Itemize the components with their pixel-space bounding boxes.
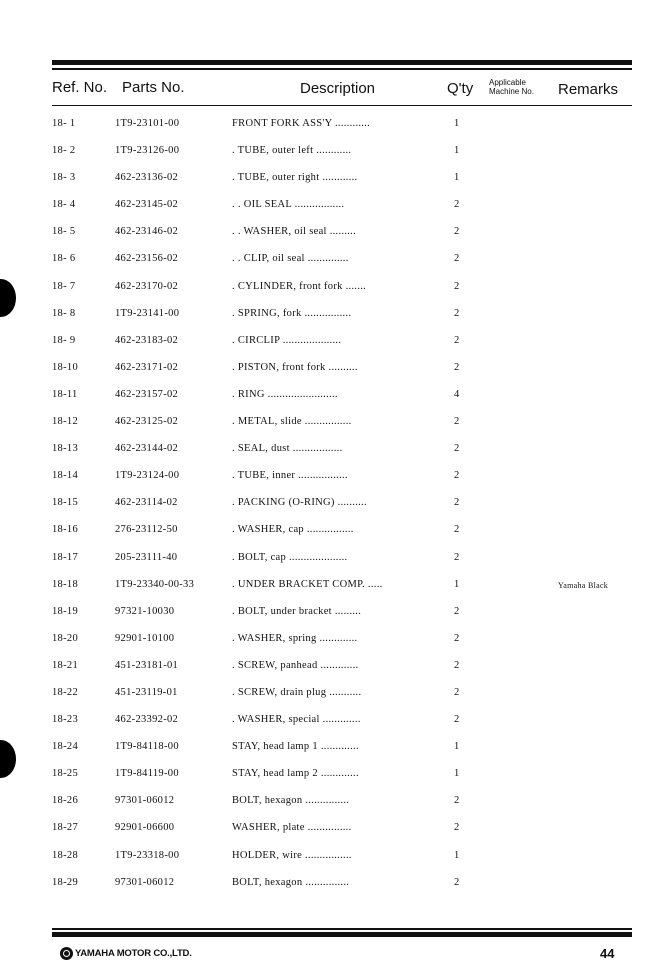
ref-no-cell: 18-13 (52, 443, 78, 455)
table-row (0, 416, 649, 443)
parts-no-cell: 1T9-23126-00 (115, 145, 180, 157)
description-cell: . WASHER, spring ............. (232, 632, 358, 644)
parts-no-cell: 276-23112-50 (115, 524, 178, 536)
description-cell: STAY, head lamp 2 ............. (232, 768, 359, 780)
header-applicable-line2: Machine No. (489, 87, 534, 96)
description-cell: . METAL, slide ................ (232, 416, 352, 428)
header-parts-no: Parts No. (122, 79, 185, 96)
ref-no-cell: 18-27 (52, 822, 78, 834)
qty-cell: 2 (454, 795, 460, 807)
description-cell: . SEAL, dust ................. (232, 443, 343, 455)
parts-no-cell: 97321-10030 (115, 605, 175, 617)
parts-no-cell: 462-23114-02 (115, 497, 178, 509)
qty-cell: 2 (454, 253, 460, 265)
qty-cell: 2 (454, 470, 460, 482)
ref-no-cell: 18-26 (52, 795, 78, 807)
description-cell: STAY, head lamp 1 ............. (232, 741, 359, 753)
yamaha-logo-icon (60, 947, 73, 960)
parts-no-cell: 1T9-84119-00 (115, 768, 179, 780)
qty-cell: 2 (454, 551, 460, 563)
ref-no-cell: 18-14 (52, 470, 78, 482)
description-cell: . CIRCLIP .................... (232, 334, 342, 346)
table-row (0, 497, 649, 524)
qty-cell: 2 (454, 605, 460, 617)
ref-no-cell: 18-12 (52, 416, 78, 428)
qty-cell: 2 (454, 443, 460, 455)
parts-no-cell: 462-23144-02 (115, 443, 179, 455)
ref-no-cell: 18-23 (52, 714, 78, 726)
table-row (0, 795, 649, 822)
parts-no-cell: 1T9-23340-00-33 (115, 578, 195, 590)
description-cell: FRONT FORK ASS'Y ............ (232, 118, 371, 129)
parts-no-cell: 1T9-23101-00 (115, 118, 180, 129)
qty-cell: 1 (454, 578, 460, 590)
parts-no-cell: 462-23170-02 (115, 280, 179, 292)
table-row (0, 633, 649, 660)
table-row (0, 470, 649, 497)
ref-no-cell: 18- 7 (52, 280, 76, 292)
header-applicable-machine-no (489, 78, 534, 96)
qty-cell: 2 (454, 307, 460, 319)
top-rule-thick (52, 60, 632, 65)
qty-cell: 4 (454, 388, 460, 400)
ref-no-cell: 18- 5 (52, 226, 76, 238)
parts-no-cell: 462-23183-02 (115, 334, 179, 346)
header-qty: Q'ty (447, 80, 474, 97)
ref-no-cell: 18- 6 (52, 253, 76, 265)
qty-cell: 2 (454, 714, 460, 726)
table-row (0, 199, 649, 226)
ref-no-cell: 18-17 (52, 551, 78, 563)
parts-no-cell: 462-23171-02 (115, 361, 179, 373)
ref-no-cell: 18- 1 (52, 118, 76, 129)
description-cell: . BOLT, under bracket ......... (232, 605, 362, 617)
header-applicable-line1: Applicable (489, 78, 526, 87)
parts-no-cell: 205-23111-40 (115, 551, 178, 563)
description-cell: WASHER, plate ............... (232, 822, 352, 834)
header-rule (52, 105, 632, 106)
page-number: 44 (600, 946, 615, 961)
qty-cell: 2 (454, 334, 460, 346)
description-cell: . CYLINDER, front fork ....... (232, 280, 367, 292)
table-row (0, 687, 649, 714)
table-row (0, 253, 649, 280)
parts-no-cell: 1T9-23318-00 (115, 849, 180, 861)
table-row (0, 362, 649, 389)
parts-no-cell: 97301-06012 (115, 795, 175, 807)
ref-no-cell: 18-25 (52, 768, 78, 780)
table-row (0, 308, 649, 335)
table-row (0, 443, 649, 470)
ref-no-cell: 18-15 (52, 497, 78, 509)
bottom-rule-thin (52, 928, 632, 930)
description-cell: . . CLIP, oil seal .............. (232, 253, 349, 265)
description-cell: . . OIL SEAL ................. (232, 199, 345, 211)
description-cell: . TUBE, outer left ............ (232, 145, 352, 157)
parts-no-cell: 451-23119-01 (115, 686, 178, 698)
ref-no-cell: 18- 4 (52, 199, 76, 211)
qty-cell: 2 (454, 822, 460, 834)
description-cell: . SCREW, drain plug ........... (232, 686, 362, 698)
description-cell: . SPRING, fork ................ (232, 307, 352, 319)
qty-cell: 1 (454, 768, 460, 780)
parts-no-cell: 92901-10100 (115, 632, 175, 644)
parts-no-cell: 462-23125-02 (115, 416, 179, 428)
ref-no-cell: 18-22 (52, 686, 78, 698)
header-description: Description (300, 80, 376, 97)
ref-no-cell: 18-28 (52, 849, 78, 861)
table-row (0, 172, 649, 199)
description-cell: BOLT, hexagon ............... (232, 795, 350, 807)
description-cell: . . WASHER, oil seal ......... (232, 226, 357, 238)
description-cell: HOLDER, wire ................ (232, 849, 352, 861)
parts-no-cell: 97301-06012 (115, 876, 175, 888)
ref-no-cell: 18- 9 (52, 334, 76, 346)
table-row (0, 850, 649, 877)
qty-cell: 2 (454, 497, 460, 509)
qty-cell: 1 (454, 849, 460, 861)
qty-cell: 2 (454, 524, 460, 536)
description-cell: . BOLT, cap .................... (232, 551, 348, 563)
parts-no-cell: 451-23181-01 (115, 659, 179, 671)
table-row (0, 281, 649, 308)
ref-no-cell: 18-24 (52, 741, 78, 753)
ref-no-cell: 18-20 (52, 632, 78, 644)
parts-no-cell: 1T9-84118-00 (115, 741, 179, 753)
table-row (0, 606, 649, 633)
table-row (0, 118, 649, 145)
table-row (0, 741, 649, 768)
qty-cell: 1 (454, 172, 460, 184)
parts-no-cell: 1T9-23141-00 (115, 307, 180, 319)
ref-no-cell: 18-21 (52, 659, 78, 671)
parts-no-cell: 92901-06600 (115, 822, 175, 834)
parts-list (0, 118, 649, 904)
qty-cell: 2 (454, 361, 460, 373)
parts-no-cell: 462-23136-02 (115, 172, 179, 184)
ref-no-cell: 18-19 (52, 605, 78, 617)
qty-cell: 2 (454, 686, 460, 698)
description-cell: . SCREW, panhead ............. (232, 659, 359, 671)
bottom-rule-thick (52, 932, 632, 937)
description-cell: . PISTON, front fork .......... (232, 361, 358, 373)
description-cell: . TUBE, inner ................. (232, 470, 348, 482)
table-row (0, 579, 649, 606)
ref-no-cell: 18-16 (52, 524, 78, 536)
description-cell: BOLT, hexagon ............... (232, 876, 350, 888)
footer-brand (60, 947, 192, 960)
table-row (0, 768, 649, 795)
table-row (0, 822, 649, 849)
table-row (0, 226, 649, 253)
description-cell: . RING ........................ (232, 388, 338, 400)
parts-no-cell: 462-23392-02 (115, 714, 179, 726)
qty-cell: 1 (454, 118, 460, 129)
parts-no-cell: 462-23145-02 (115, 199, 179, 211)
qty-cell: 1 (454, 145, 460, 157)
description-cell: . PACKING (O-RING) .......... (232, 497, 367, 509)
ref-no-cell: 18- 3 (52, 172, 76, 184)
ref-no-cell: 18-29 (52, 876, 78, 888)
qty-cell: 2 (454, 416, 460, 428)
ref-no-cell: 18-10 (52, 361, 78, 373)
qty-cell: 2 (454, 280, 460, 292)
table-row (0, 524, 649, 551)
parts-no-cell: 462-23157-02 (115, 388, 179, 400)
ref-no-cell: 18- 8 (52, 307, 76, 319)
qty-cell: 2 (454, 199, 460, 211)
top-rule-thin (52, 68, 632, 70)
table-row (0, 552, 649, 579)
table-row (0, 389, 649, 416)
description-cell: . UNDER BRACKET COMP. ..... (232, 578, 383, 590)
table-row (0, 145, 649, 172)
qty-cell: 2 (454, 632, 460, 644)
description-cell: . TUBE, outer right ............ (232, 172, 358, 184)
description-cell: . WASHER, special ............. (232, 714, 361, 726)
ref-no-cell: 18-18 (52, 578, 78, 590)
header-ref-no: Ref. No. (52, 79, 108, 96)
qty-cell: 2 (454, 226, 460, 238)
header-remarks: Remarks (558, 81, 619, 98)
parts-no-cell: 462-23156-02 (115, 253, 179, 265)
qty-cell: 1 (454, 741, 460, 753)
footer-brand-text: YAMAHA MOTOR CO.,LTD. (75, 948, 192, 959)
table-row (0, 335, 649, 362)
parts-no-cell: 462-23146-02 (115, 226, 179, 238)
table-row (0, 660, 649, 687)
ref-no-cell: 18-11 (52, 388, 78, 400)
qty-cell: 2 (454, 876, 460, 888)
table-row (0, 877, 649, 904)
qty-cell: 2 (454, 659, 460, 671)
description-cell: . WASHER, cap ................ (232, 524, 354, 536)
remarks-cell: Yamaha Black (558, 580, 609, 590)
parts-no-cell: 1T9-23124-00 (115, 470, 180, 482)
ref-no-cell: 18- 2 (52, 145, 76, 157)
table-row (0, 714, 649, 741)
